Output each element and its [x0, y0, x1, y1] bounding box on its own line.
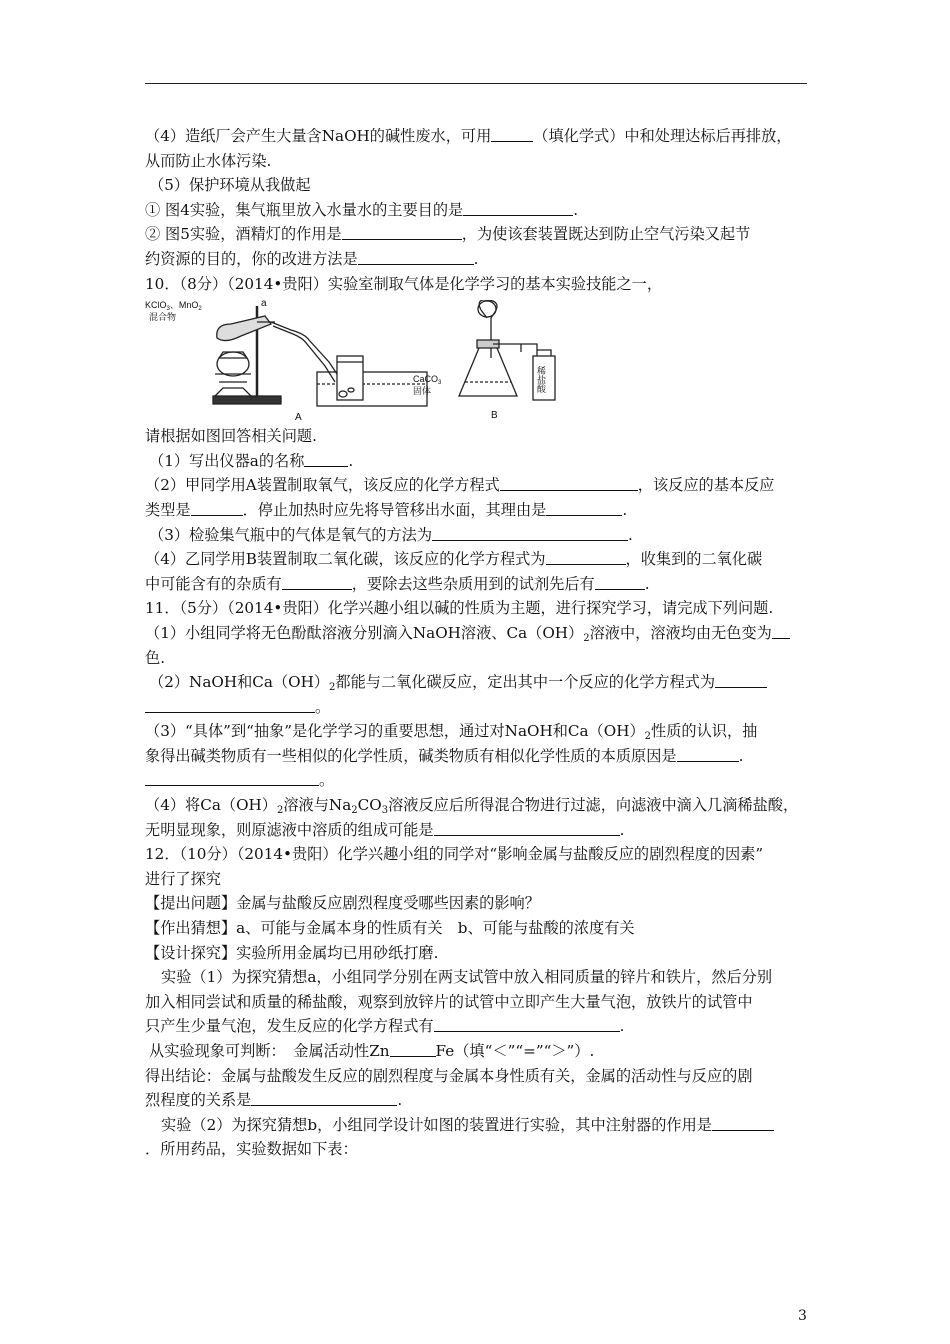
q11-1-line1: （1）小组同学将无色酚酞溶液分别滴入NaOH溶液、$Ca(OH)_2$溶液中，溶液均由无色变为: [145, 621, 810, 646]
answer-blank[interactable]: [358, 249, 474, 265]
answer-blank[interactable]: [712, 1115, 774, 1131]
apparatus-figure: [145, 300, 810, 422]
q12-exp2-line2: ．所用药品，实验数据如下表：: [145, 1140, 358, 1159]
answer-blank[interactable]: [715, 672, 767, 688]
answer-blank[interactable]: [595, 574, 645, 590]
answer-blank[interactable]: [546, 500, 622, 516]
q10-title: 10．（8分）（2014•贵阳）实验室制取气体是化学学习的基本实验技能之一，: [145, 274, 663, 293]
q12-exp1-line2: 加入相同尝试和质量的稀盐酸，观察到放锌片的试管中立即产生大量气泡，放铁片的试管中: [145, 992, 753, 1011]
answer-blank[interactable]: [434, 820, 620, 836]
answer-blank[interactable]: [434, 1016, 620, 1032]
answer-blank[interactable]: [772, 623, 790, 639]
answer-blank[interactable]: [251, 1090, 397, 1106]
header-rule: [145, 83, 807, 84]
q11-1-line2: 色.: [145, 648, 166, 667]
answer-blank[interactable]: [677, 746, 739, 762]
acid-label: 稀盐酸: [536, 366, 546, 394]
q11-2-line2: 。: [145, 695, 810, 720]
q12-exp1-line3: 只产生少量气泡，发生反应的化学方程式有 .: [145, 1017, 625, 1036]
instrument-a-label: a: [261, 300, 267, 310]
q11-3-line1: （3）“具体”到“抽象”是化学学习的重要思想，通过对NaOH和$Ca(OH)_2$性质的认识，抽: [145, 722, 758, 743]
answer-blank[interactable]: [145, 697, 315, 713]
q9-4-line2: 从而防止水体污染.: [145, 151, 272, 170]
q10-4-line2: 中可能含有的杂质有 ，要除去这些杂质用到的试剂先后有 .: [145, 574, 650, 593]
q12-conclusion-line2: 烈程度的关系是 .: [145, 1091, 403, 1110]
answer-blank[interactable]: [145, 770, 319, 786]
q10-3: （3）检验集气瓶中的气体是氧气的方法为 .: [149, 525, 633, 544]
svg-text:KClO3、MnO2: KClO$_3$、MnO$_2$: [145, 300, 202, 313]
q11-4-line2: 无明显现象，则原滤液中溶质的组成可能是 .: [145, 820, 625, 839]
q12-question: 【提出问题】金属与盐酸反应剧烈程度受哪些因素的影响？: [145, 894, 540, 913]
answer-blank[interactable]: [432, 525, 628, 541]
q9-5-2-line2: 约资源的目的，你的改进方法是 .: [145, 249, 479, 268]
figure-b-caption: B: [491, 410, 498, 422]
answer-blank[interactable]: [304, 451, 348, 467]
q12-hypothesis: 【作出猜想】a、可能与金属本身的性质有关 b、可能与盐酸的浓度有关: [145, 919, 635, 938]
solid-label: 固体: [413, 386, 432, 397]
q12-exp1-line1: 实验（1）为探究猜想a，小组同学分别在两支试管中放入相同质量的锌片和铁片，然后分别: [161, 968, 773, 987]
answer-blank[interactable]: [500, 475, 638, 491]
q9-5-2-line1: ② 图5实验，酒精灯的作用是 ，为使该套装置既达到防止空气污染又起节: [145, 225, 751, 244]
q10-4-line1: （4）乙同学用B装置制取二氧化碳，该反应的化学方程式为 ，收集到的二氧化碳: [145, 550, 763, 569]
q9-5-1: ① 图4实验，集气瓶里放入水量水的主要目的是 .: [145, 200, 579, 219]
q11-3-line3: 。: [145, 768, 810, 793]
figure-a-caption: A: [295, 412, 302, 423]
answer-blank[interactable]: [282, 574, 352, 590]
answer-blank[interactable]: [491, 126, 533, 142]
q12-title-line1: 12．（10分）（2014•贵阳）化学兴趣小组的同学对“影响金属与盐酸反应的剧烈程度的因素”: [145, 845, 764, 864]
mixture-label: 混合物: [149, 312, 177, 323]
q12-conclusion-line1: 得出结论：金属与盐酸发生反应的剧烈程度与金属本身性质有关，金属的活动性与反应的剧: [145, 1066, 753, 1085]
q11-2-line1: （2）NaOH和$Ca(OH)_2$都能与二氧化碳反应，定出其中一个反应的化学方程式为: [145, 670, 810, 695]
q11-3-line2: 象得出碱类物质有一些相似的化学性质，碱类物质有相似化学性质的本质原因是 .: [145, 746, 744, 765]
page-body: [145, 124, 810, 1162]
q12-title-line2: 进行了探究: [145, 869, 221, 888]
q10-intro: 请根据如图回答相关问题.: [145, 427, 317, 446]
q9-4-line1: （4）造纸厂会产生大量含NaOH的碱性废水，可用 （填化学式）中和处理达标后再排放，: [145, 127, 792, 145]
q10-1: （1）写出仪器a的名称 .: [149, 451, 354, 470]
q12-exp2-line1: 实验（2）为探究猜想b，小组同学设计如图的装置进行实验，其中注射器的作用是: [145, 1113, 810, 1138]
answer-blank[interactable]: [342, 224, 462, 240]
q9-5-title: （5）保护环境从我做起: [149, 176, 311, 195]
q12-judge: 从实验现象可判断： 金属活动性Zn Fe（填“＜”“=”“＞”）.: [149, 1042, 595, 1060]
apparatus-drawing: [145, 300, 565, 422]
q11-title: 11．（5分）（2014•贵阳）化学兴趣小组以碱的性质为主题，进行探究学习，请完成下列问题.: [145, 599, 774, 618]
q11-4-line1: （4）将$Ca(OH)_2$溶液与$Na_2CO_3$溶液反应后所得混合物进行过滤，向滤液中滴入几滴稀盐酸，: [145, 796, 799, 817]
q12-design: 【设计探究】实验所用金属均已用砂纸打磨.: [145, 943, 439, 962]
q10-2-line2: 类型是 ．停止加热时应先将导管移出水面，其理由是 .: [145, 500, 628, 519]
answer-blank[interactable]: [463, 200, 573, 216]
q10-2-line1: （2）甲同学用A装置制取氧气，该反应的化学方程式 ，该反应的基本反应: [145, 476, 775, 495]
answer-blank[interactable]: [191, 500, 243, 516]
answer-blank[interactable]: [546, 549, 626, 565]
svg-text:CaCO3: CaCO$_3$: [413, 374, 442, 387]
answer-blank[interactable]: [390, 1041, 436, 1057]
page-number: 3: [798, 1308, 807, 1324]
